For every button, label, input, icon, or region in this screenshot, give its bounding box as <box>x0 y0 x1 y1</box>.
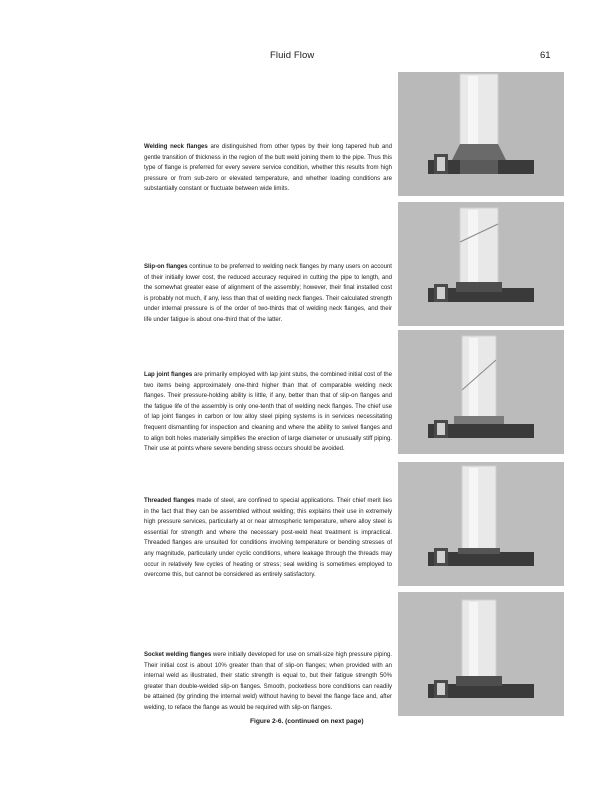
term-welding-neck: Welding neck flanges <box>144 144 208 150</box>
text-block-slip-on <box>144 262 392 326</box>
socket-welding-flange-photo <box>398 592 564 716</box>
text-block-socket-welding <box>144 650 392 714</box>
threaded-flange-photo <box>398 462 564 586</box>
slip-on-flange-photo <box>398 202 564 326</box>
term-slip-on: Slip-on flanges <box>144 264 188 270</box>
term-lap-joint: Lap joint flanges <box>144 372 193 378</box>
figure-caption: Figure 2-6. (continued on next page) <box>250 718 364 725</box>
lap-joint-flange-photo <box>398 330 564 454</box>
text-slip-on: continue to be preferred to welding neck flanges by many users on account of their initially lower cost, the reduced accuracy required in cutting the pipe to length, and the somewhat greater ease of alignment of the assembly; however, their final installed cost is probably not much, if any, less than that of welding neck flanges. Their calculated strength under internal pressure is of the order of two-thirds that of welding neck flanges, and their life under fatigue is about one-third that of the latter. <box>144 264 392 323</box>
text-welding-neck: are distinguished from other types by their long tapered hub and gentle transition of thickness in the region of the butt weld joining them to the pipe. Thus this type of flange is preferred for every severe service condition, whether this results from high pressure or from sub-zero or elevated temperature, and whether loading conditions are substantially constant or fluctuate between wide limits. <box>144 144 392 193</box>
term-threaded: Threaded flanges <box>144 498 195 504</box>
text-lap-joint: are primarily employed with lap joint stubs, the combined initial cost of the two items being approximately one-third higher than that of comparable welding neck flanges. Their pressure-holding ability is little, if any, better than that of slip-on flanges and the fatigue life of the assembly is only one-tenth that of welding neck flanges. The chief use of lap joint flanges in carbon or low alloy steel piping systems is in services necessitating frequent dismantling for inspection and cleaning and where the ability to swivel flanges and to align bolt holes materially simplifies the erection of large diameter or unusually stiff piping. Their use at points where severe bending stress occurs should be avoided. <box>144 372 392 453</box>
term-socket-welding: Socket welding flanges <box>144 652 212 658</box>
page-number: 61 <box>540 50 551 61</box>
text-block-threaded <box>144 496 392 581</box>
welding-neck-flange-photo <box>398 72 564 196</box>
text-block-welding-neck <box>144 142 392 195</box>
text-socket-welding: were initially developed for use on small-size high pressure piping. Their initial cost is about 10% greater than that of slip-on flanges; when provided with an internal weld as illustrated, their static strength is equal to, but their fatigue strength 50% greater than double-welded slip-on flanges. Smooth, pocketless bore conditions can readily be attained (by grinding the internal weld) without having to bevel the flange face and, after welding, to reface the flange as would be required with slip-on flanges. <box>144 652 392 711</box>
running-head: Fluid Flow <box>270 50 315 61</box>
text-block-lap-joint <box>144 370 392 455</box>
text-threaded: made of steel, are confined to special applications. Their chief merit lies in the fact that they can be assembled without welding; this explains their use in extremely high pressure services, particularly at or near atmospheric temperature, where alloy steel is essential for strength and where the necessary post-weld heat treatment is impractical. Threaded flanges are unsuited for conditions involving temperature or bending stresses of any magnitude, particularly under cyclic conditions, where leakage through the threads may occur in relatively few cycles of heating or stress; seal welding is sometimes employed to overcome this, but cannot be considered as entirely satisfactory. <box>144 498 392 579</box>
